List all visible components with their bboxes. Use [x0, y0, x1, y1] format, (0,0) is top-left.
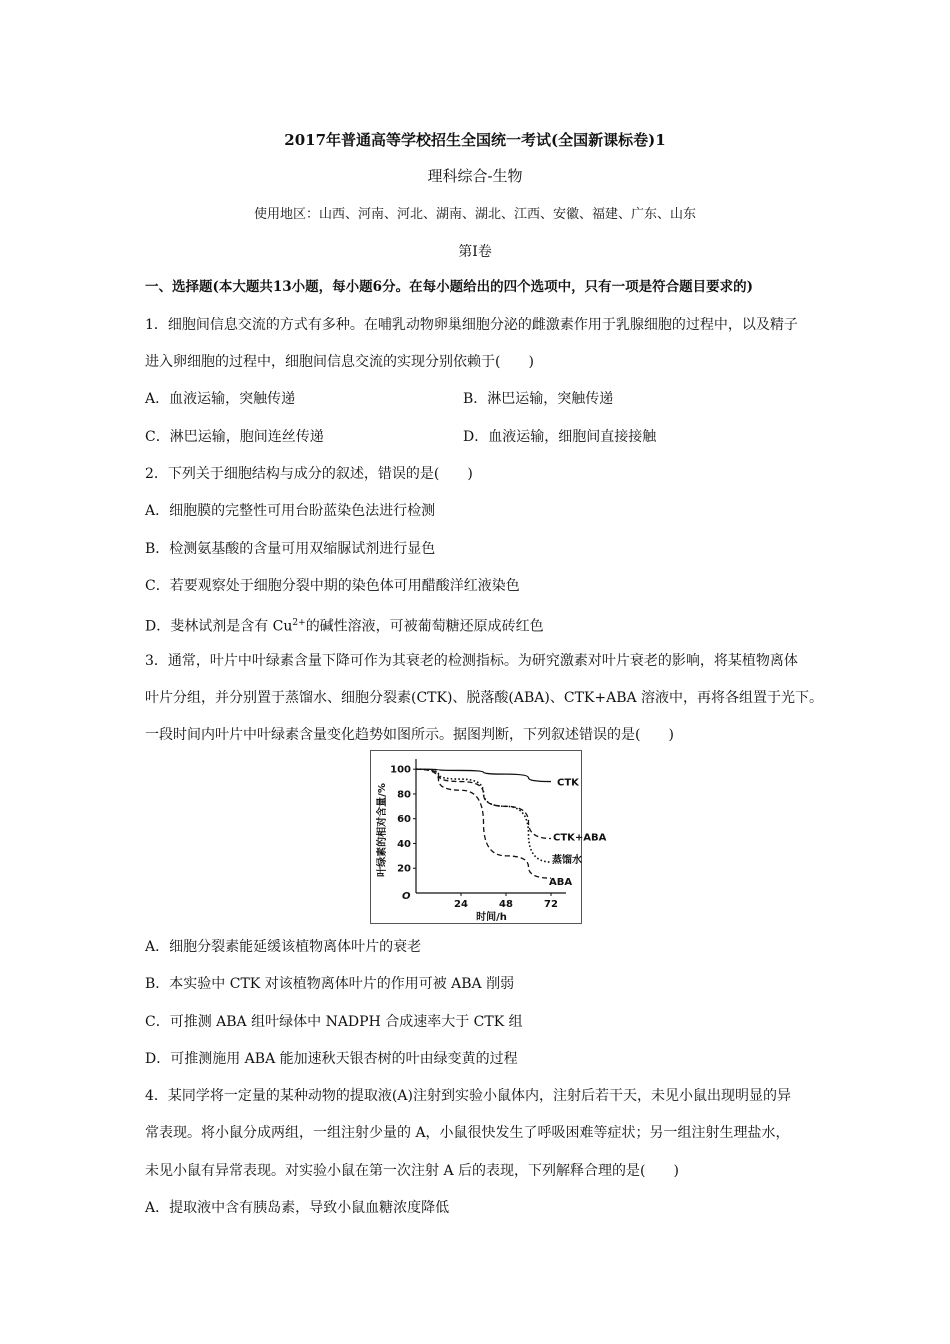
x-tick-label: 72 — [544, 899, 558, 910]
q2-option-b: B．检测氨基酸的含量可用双缩脲试剂进行显色 — [145, 541, 436, 557]
y-axis-label: 叶绿素的相对含量/% — [377, 783, 388, 877]
series-label-CTK: CTK — [557, 777, 579, 789]
chlorophyll-chart — [370, 750, 607, 924]
volume-label: 第Ⅰ卷 — [458, 244, 492, 260]
y-tick-label: 100 — [390, 764, 411, 776]
q3-stem-line2: 叶片分组，并分别置于蒸馏水、细胞分裂素(CTK)、脱落酸(ABA)、CTK+ABA 溶液中，再将各组置于光下。 — [145, 690, 824, 706]
y-tick-label: 60 — [397, 814, 411, 826]
origin-label: O — [402, 891, 411, 902]
chart-svg — [371, 751, 607, 923]
series-label-ABA: ABA — [549, 877, 573, 889]
q4-stem-line1: 4．某同学将一定量的某种动物的提取液(A)注射到实验小鼠体内，注射后若干天，未见小鼠出现明显的异 — [145, 1088, 791, 1104]
page-title: 2017年普通高等学校招生全国统一考试(全国新课标卷)1 — [284, 131, 666, 149]
q4-stem-line2: 常表现。将小鼠分成两组，一组注射少量的 A，小鼠很快发生了呼吸困难等症状；另一组注射生理盐水， — [145, 1125, 790, 1141]
q3-option-c: C．可推测 ABA 组叶绿体中 NADPH 合成速率大于 CTK 组 — [145, 1014, 523, 1030]
x-tick-label: 24 — [454, 899, 468, 910]
chart-axes — [413, 759, 566, 896]
q2-option-d — [145, 614, 544, 636]
q2-stem: 2．下列关于细胞结构与成分的叙述，错误的是( ) — [145, 466, 473, 482]
y-tick-label: 40 — [397, 838, 411, 850]
q4-stem-line3: 未见小鼠有异常表现。对实验小鼠在第一次注射 A 后的表现，下列解释合理的是( ) — [145, 1163, 679, 1179]
series-label-蒸馏水: 蒸馏水 — [552, 855, 582, 867]
x-axis-label: 时间/h — [476, 912, 507, 923]
q3-stem-line1: 3．通常，叶片中叶绿素含量下降可作为其衰老的检测指标。为研究激素对叶片衰老的影响，将某植物离体 — [145, 653, 798, 669]
series-line-ABA — [416, 769, 551, 878]
q2-option-c: C．若要观察处于细胞分裂中期的染色体可用醋酸洋红液染色 — [145, 578, 520, 594]
q1-option-a: A．血液运输，突触传递 — [145, 391, 296, 407]
series-label-CTK+ABA: CTK+ABA — [553, 832, 607, 844]
q3-option-b: B．本实验中 CTK 对该植物离体叶片的作用可被 ABA 削弱 — [145, 976, 515, 992]
q3-option-d: D．可推测施用 ABA 能加速秋天银杏树的叶由绿变黄的过程 — [145, 1051, 518, 1067]
q2-option-a: A．细胞膜的完整性可用台盼蓝染色法进行检测 — [145, 503, 436, 519]
q1-stem-line1: 1．细胞间信息交流的方式有多种。在哺乳动物卵巢细胞分泌的雌激素作用于乳腺细胞的过程中，以及精子 — [145, 317, 798, 333]
q4-option-a: A．提取液中含有胰岛素，导致小鼠血糖浓度降低 — [145, 1200, 450, 1216]
y-tick-label: 80 — [397, 789, 411, 801]
chart-labels-layer — [375, 765, 607, 923]
section-heading: 一、选择题(本大题共13小题，每小题6分。在每小题给出的四个选项中，只有一项是符合题目要求的) — [145, 279, 753, 295]
q1-option-b: B．淋巴运输，突触传递 — [463, 391, 614, 407]
q3-option-a: A．细胞分裂素能延缓该植物离体叶片的衰老 — [145, 939, 422, 955]
region-line: 使用地区：山西、河南、河北、湖南、湖北、江西、安徽、福建、广东、山东 — [253, 207, 696, 222]
q1-option-d: D．血液运输，细胞间直接接触 — [463, 429, 657, 445]
q2-option-d-sup: 2+ — [292, 618, 306, 628]
q1-option-c: C．淋巴运输，胞间连丝传递 — [145, 429, 324, 445]
q1-stem-line2: 进入卵细胞的过程中，细胞间信息交流的实现分别依赖于( ) — [145, 354, 534, 370]
y-tick-label: 20 — [397, 863, 411, 875]
q2-option-d-post: 的碱性溶液，可被葡萄糖还原成砖红色 — [305, 618, 544, 635]
x-tick-label: 48 — [499, 899, 513, 910]
page-subtitle: 理科综合-生物 — [427, 167, 523, 185]
q3-stem-line3: 一段时间内叶片中叶绿素含量变化趋势如图所示。据图判断，下列叙述错误的是( ) — [145, 727, 674, 743]
q2-option-d-pre: D．斐林试剂是含有 Cu — [145, 618, 293, 635]
chart-series-layer — [416, 769, 551, 878]
